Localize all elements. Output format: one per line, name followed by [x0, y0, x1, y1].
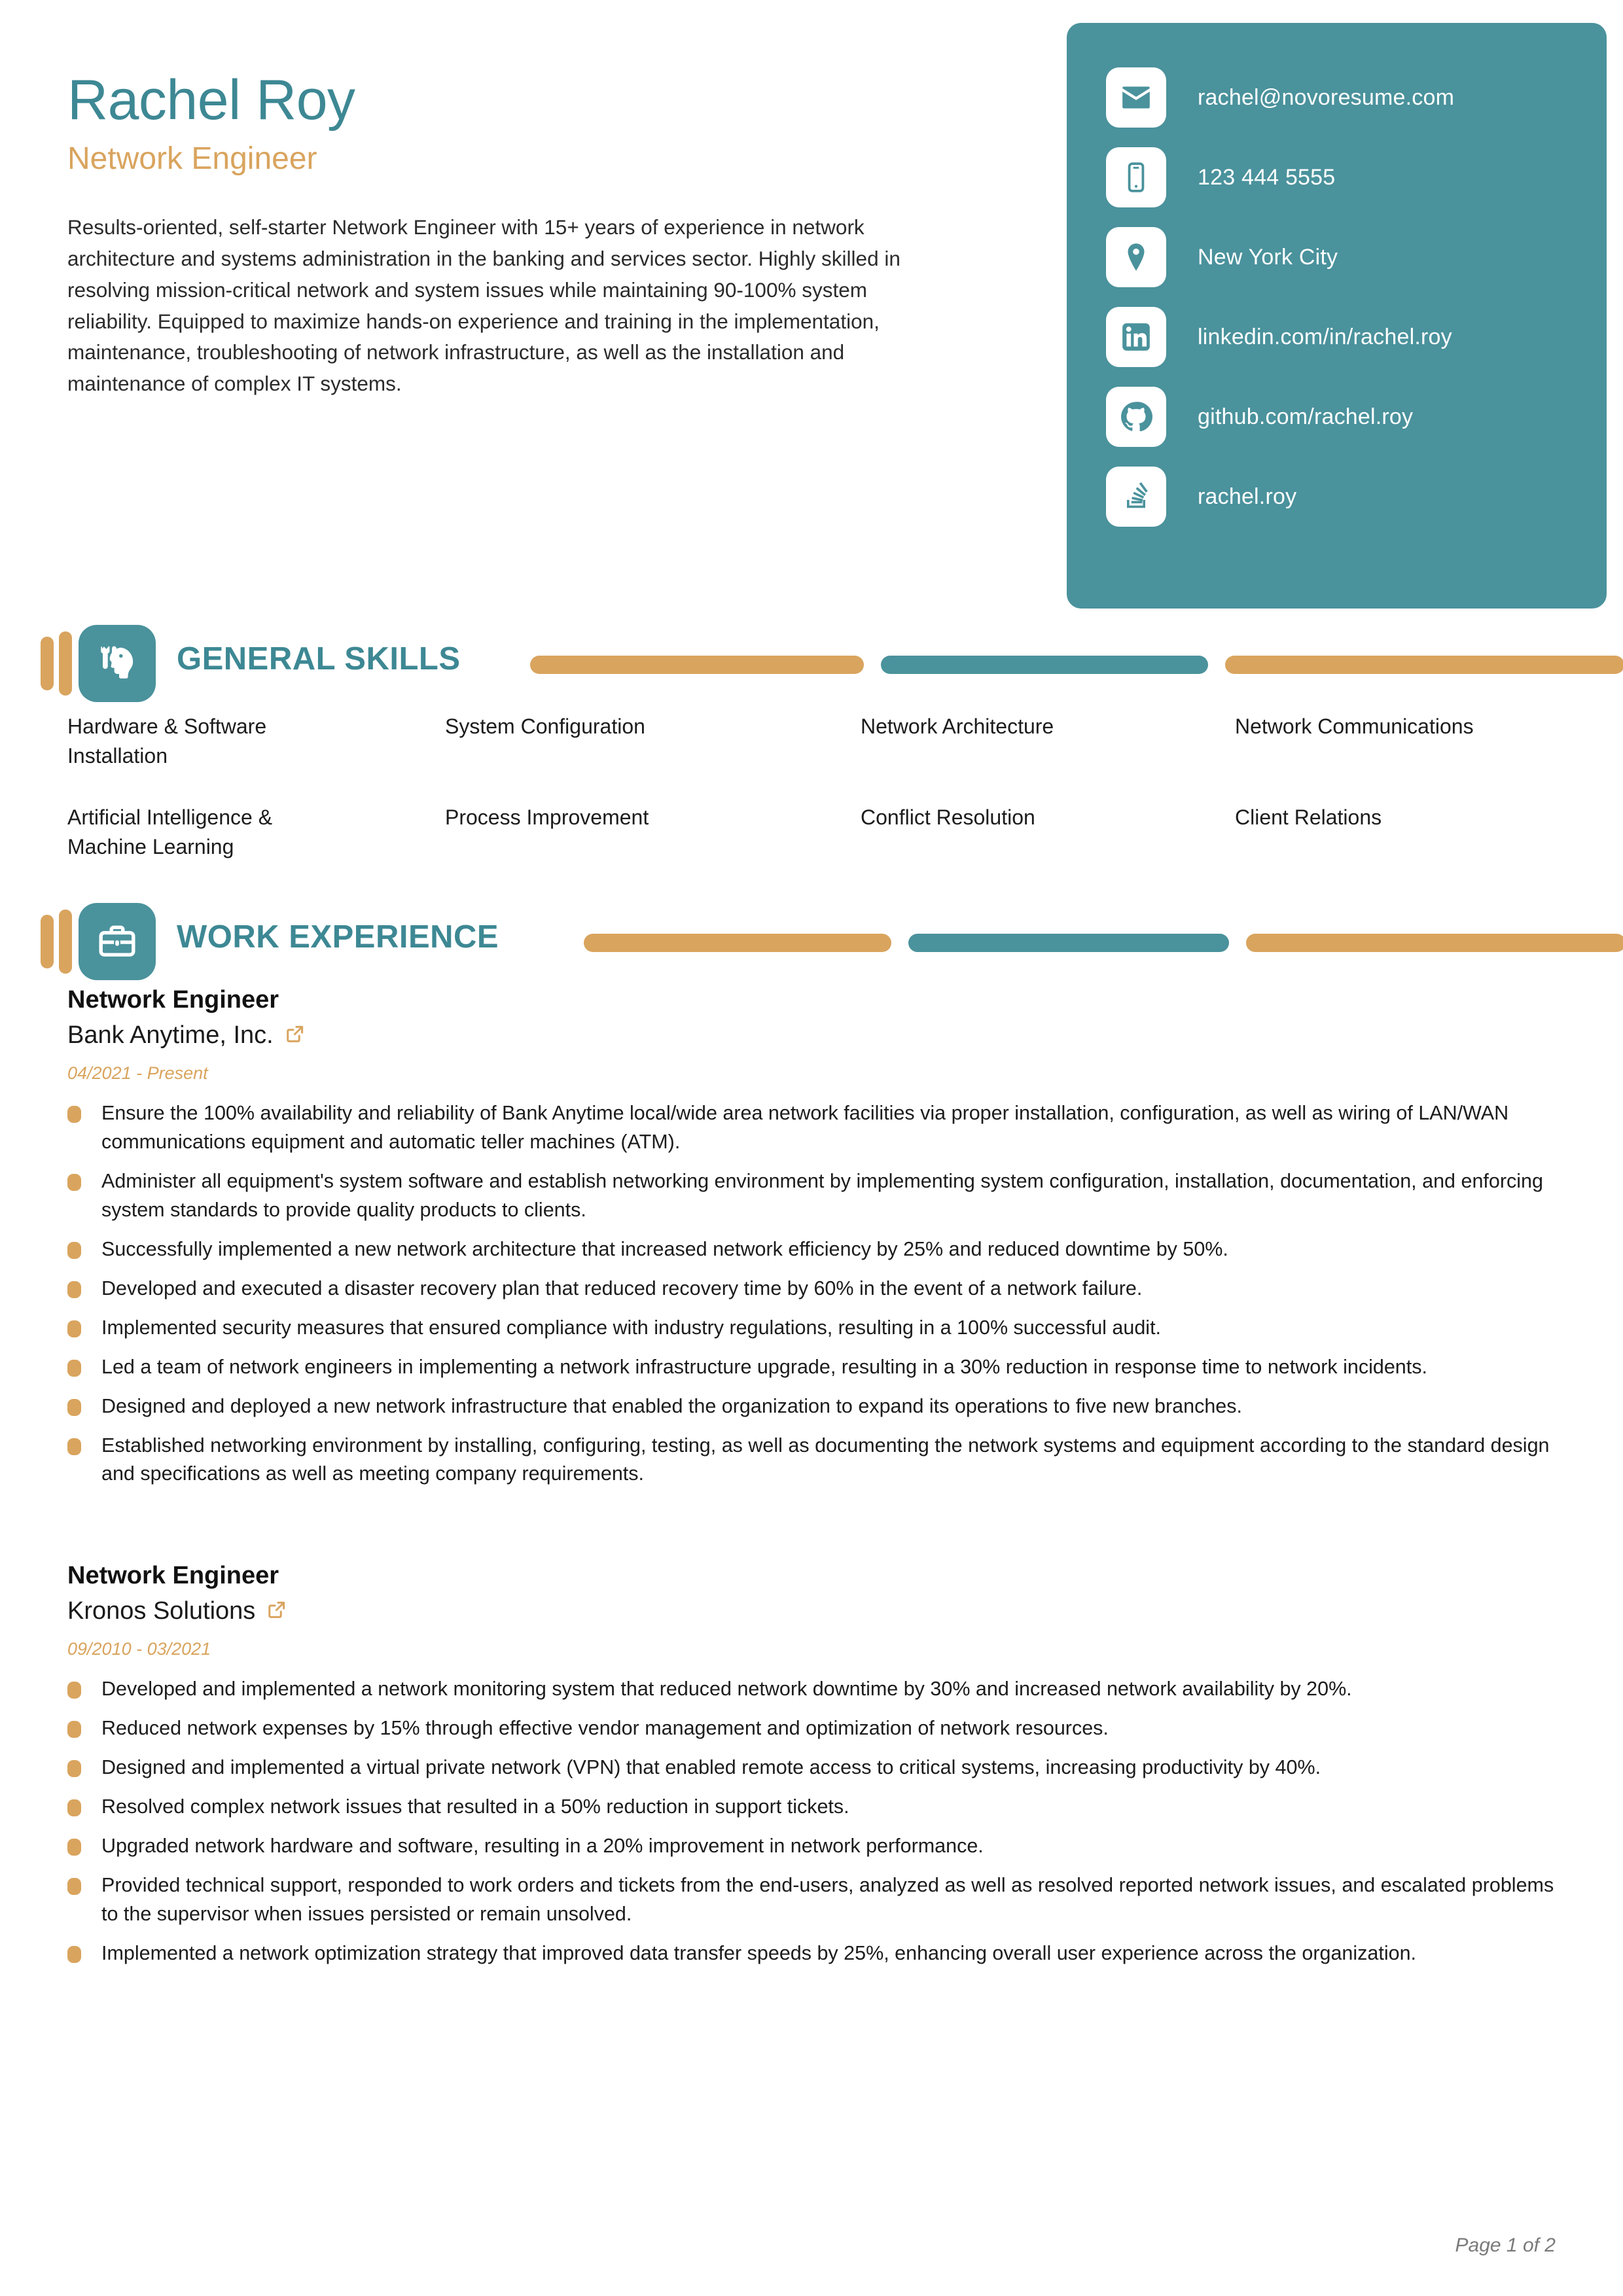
- external-link-icon[interactable]: [285, 1024, 305, 1044]
- contact-row-github[interactable]: [1106, 378, 1607, 455]
- skill-item: Client Relations: [1235, 805, 1382, 829]
- section-header-general-skills: [41, 625, 1611, 702]
- section-title-general-skills: GENERAL SKILLS: [177, 641, 461, 677]
- job-bullet: Implemented security measures that ensured compliance with industry regulations, resulting in a 100% successful audit.: [67, 1314, 1573, 1343]
- contact-value-location: New York City: [1198, 244, 1338, 270]
- section-decor-bars-experience: [584, 934, 1623, 952]
- header-identity-block: [67, 71, 977, 400]
- job-bullet: Upgraded network hardware and software, resulting in a 20% improvement in network performance.: [67, 1832, 1573, 1861]
- contact-row-phone[interactable]: [1106, 139, 1607, 216]
- header-stripe-inner: [59, 910, 72, 974]
- briefcase-icon: [79, 903, 156, 980]
- job-bullet: Developed and executed a disaster recovery plan that reduced recovery time by 60% in the event of a network failure.: [67, 1275, 1573, 1303]
- stackoverflow-icon: [1106, 467, 1166, 527]
- contact-value-phone: 123 444 5555: [1198, 164, 1336, 190]
- skill-item: Network Communications: [1235, 715, 1474, 738]
- job-dates: 04/2021 - Present: [67, 1063, 208, 1083]
- job-bullet: Reduced network expenses by 15% through effective vendor management and optimization of network resources.: [67, 1714, 1573, 1743]
- contact-row-linkedin[interactable]: [1106, 298, 1607, 376]
- contact-value-email: rachel@novoresume.com: [1198, 84, 1455, 110]
- skills-head-tools-icon: [79, 625, 156, 702]
- decor-bar-orange-2: [1246, 934, 1623, 952]
- location-icon: [1106, 227, 1166, 287]
- job-bullet: Implemented a network optimization strategy that improved data transfer speeds by 25%, enhancing overall user experience across the organization.: [67, 1939, 1573, 1968]
- contact-value-stackoverflow: rachel.roy: [1198, 484, 1297, 509]
- job-bullet: Ensure the 100% availability and reliability of Bank Anytime local/wide area network facilities via proper installation, configuration, as well as wiring of LAN/WAN communications equipment and automatic teller machines (ATM).: [67, 1099, 1573, 1157]
- job-entry: [67, 1561, 1573, 1979]
- page-title: Rachel Roy: [67, 69, 355, 132]
- section-decor-bars-skills: [530, 656, 1623, 674]
- job-bullet: Provided technical support, responded to work orders and tickets from the end-users, analyzed as well as resolved reported network issues, and escalated problems to the supervisor when issues persisted or remain unsolved.: [67, 1871, 1573, 1929]
- github-icon: [1106, 387, 1166, 447]
- contact-row-email[interactable]: [1106, 59, 1607, 136]
- skills-grid: [67, 712, 1566, 862]
- job-bullet: Led a team of network engineers in implementing a network infrastructure upgrade, resulting in a 30% reduction in response time to network incidents.: [67, 1353, 1573, 1382]
- job-bullet: Resolved complex network issues that resulted in a 50% reduction in support tickets.: [67, 1793, 1573, 1822]
- external-link-icon[interactable]: [267, 1600, 287, 1619]
- skill-item: Process Improvement: [445, 805, 649, 829]
- header-stripe-outer: [41, 915, 54, 968]
- job-bullet: Established networking environment by installing, configuring, testing, as well as documenting the network systems and equipment according to the standard design and specifications as well as meeting company requirements.: [67, 1432, 1573, 1489]
- job-bullet: Designed and deployed a new network infrastructure that enabled the organization to expand its operations to five new branches.: [67, 1392, 1573, 1421]
- decor-bar-teal: [908, 934, 1229, 952]
- decor-bar-orange-2: [1225, 656, 1623, 674]
- contact-value-github: github.com/rachel.roy: [1198, 404, 1414, 429]
- skill-item: Network Architecture: [861, 715, 1054, 738]
- job-entry: [67, 985, 1573, 1499]
- skill-item: Conflict Resolution: [861, 805, 1035, 829]
- contact-row-location[interactable]: [1106, 219, 1607, 296]
- decor-bar-orange-1: [584, 934, 891, 952]
- decor-bar-teal: [881, 656, 1208, 674]
- job-bullet: Developed and implemented a network monitoring system that reduced network downtime by 30% and increased network availability by 20%.: [67, 1675, 1573, 1704]
- job-company: Kronos Solutions: [67, 1597, 256, 1625]
- header-stripe-inner: [59, 631, 72, 696]
- contact-value-linkedin: linkedin.com/in/rachel.roy: [1198, 324, 1452, 349]
- job-bullets: [67, 1675, 1573, 1968]
- professional-summary: Results-oriented, self-starter Network Engineer with 15+ years of experience in network architecture and systems administration in the banking and services sector. Highly skilled in resolving mission-critical network and system issues while maintaining 90-100% system reliability. Equipped to maximize hands-on experience and training in the implementation, maintenance, troubleshooting of network infrastructure, as well as the installation and maintenance of complex IT systems.: [67, 215, 901, 396]
- header-job-title: Network Engineer: [67, 141, 317, 177]
- job-company-row: [67, 1596, 1573, 1627]
- section-title-work-experience: WORK EXPERIENCE: [177, 919, 499, 955]
- job-role: Network Engineer: [67, 1562, 279, 1589]
- email-icon: [1106, 67, 1166, 128]
- phone-icon: [1106, 147, 1166, 207]
- header-stripe-outer: [41, 637, 54, 690]
- section-header-work-experience: [41, 903, 1611, 980]
- contact-panel: [1067, 23, 1607, 609]
- contact-row-stackoverflow[interactable]: [1106, 458, 1607, 535]
- skill-item: Artificial Intelligence & Machine Learning: [67, 805, 273, 859]
- job-bullets: [67, 1099, 1573, 1489]
- job-bullet: Administer all equipment's system software and establish networking environment by implementing system configuration, installation, documentation, and enforcing system standards to provide quality products to clients.: [67, 1167, 1573, 1225]
- skill-item: Hardware & Software Installation: [67, 715, 267, 768]
- job-company: Bank Anytime, Inc.: [67, 1021, 274, 1049]
- page-number-footer: Page 1 of 2: [1455, 2234, 1556, 2256]
- job-bullet: Designed and implemented a virtual private network (VPN) that enabled remote access to critical systems, increasing productivity by 40%.: [67, 1754, 1573, 1782]
- skill-item: System Configuration: [445, 715, 645, 738]
- decor-bar-orange-1: [530, 656, 864, 674]
- resume-header: [0, 0, 1623, 622]
- job-company-row: [67, 1020, 1573, 1051]
- job-bullet: Successfully implemented a new network architecture that increased network efficiency by 25% and reduced downtime by 50%.: [67, 1235, 1573, 1264]
- job-dates: 09/2010 - 03/2021: [67, 1639, 211, 1659]
- job-role: Network Engineer: [67, 986, 279, 1014]
- linkedin-icon: [1106, 307, 1166, 367]
